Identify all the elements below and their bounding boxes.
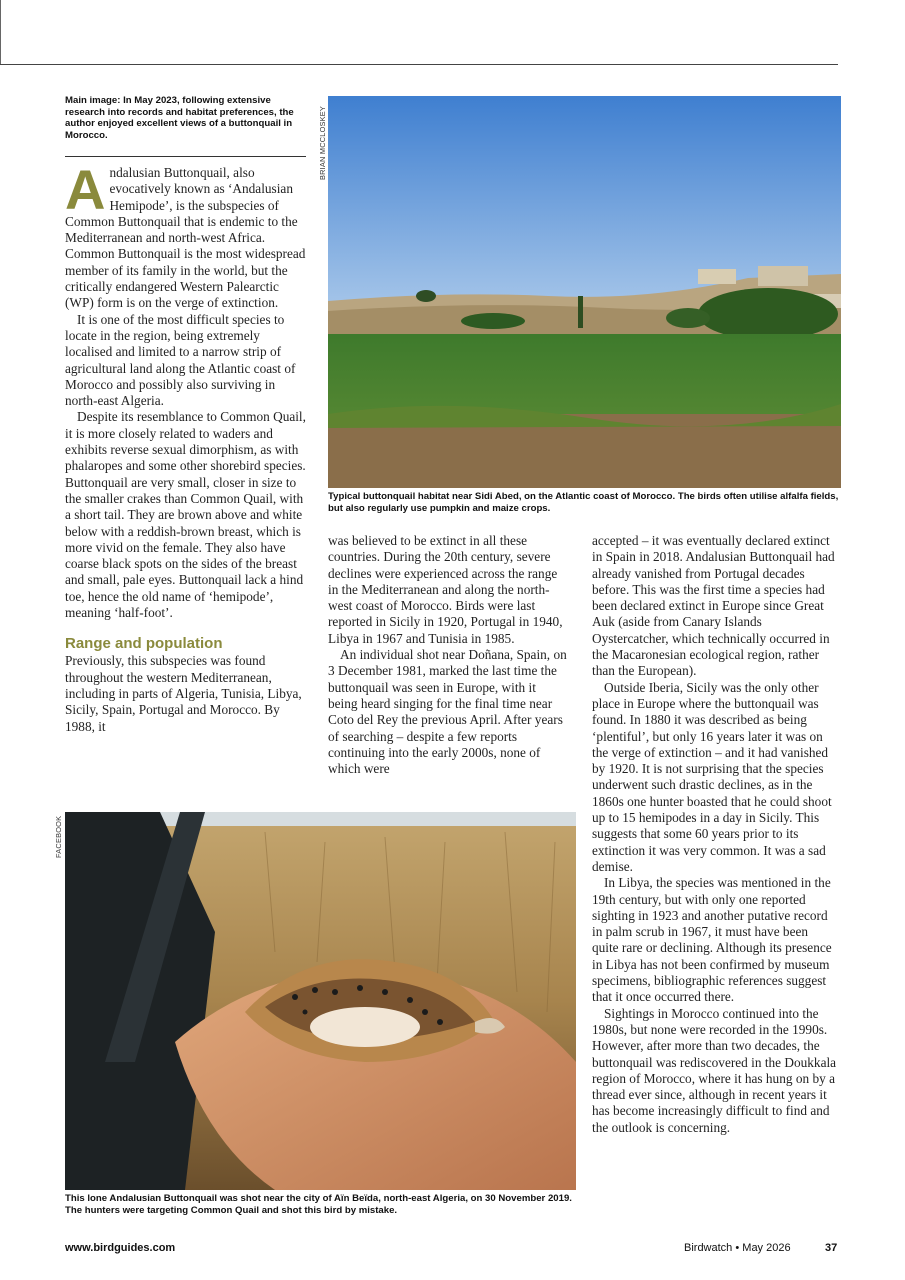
page-number: 37 bbox=[825, 1242, 838, 1254]
habitat-photo-illustration bbox=[328, 96, 841, 488]
bird-photo bbox=[65, 812, 576, 1190]
paragraph: Previously, this subspecies was found throughout the western Mediterranean, including in parts of Algeria, Tunisia, Libya, Sicily, Spain, Portugal and Morocco. By 1988, it bbox=[65, 653, 302, 734]
column-2 bbox=[328, 533, 568, 777]
habitat-caption: Typical buttonquail habitat near Sidi Abed, on the Atlantic coast of Morocco. The birds often utilise alfalfa fields, but also regularly use pumpkin and maize crops. bbox=[328, 491, 839, 514]
caption-rule bbox=[65, 156, 306, 157]
intro-text: ndalusian Buttonquail, also evocatively known as ‘Andalusian Hemipode’, is the subspecies of Common Buttonquail that is endemic to the Mediterranean and north-west Africa. Common Buttonquail is the most widespread member of its family in the world, but the critically endangered Western Palearctic (WP) form is on the verge of extinction. bbox=[65, 165, 306, 311]
footer-date: May 2026 bbox=[742, 1242, 791, 1254]
main-image-credit: BRIAN MCCLOSKEY bbox=[318, 105, 327, 180]
footer-website: www.birdguides.com bbox=[65, 1242, 176, 1254]
drop-cap: A bbox=[65, 158, 106, 221]
paragraph: Despite its resemblance to Common Quail, it is more closely related to waders and exhibits reverse sexual dimorphism, as with phalaropes and some other shorebird species. Buttonquail are very small, closer in size to the smaller crakes than Common Quail, with a short tail. They are brown above and white below with a reddish-brown breast, which is more vivid on the female. They also have coarse black spots on the sides of the breast and small, pale eyes. Buttonquail lack a hind toe, hence the old name of ‘hemipode’, meaning ‘half-foot’. bbox=[65, 409, 306, 621]
paragraph: accepted – it was eventually declared extinct in Spain in 2018. Andalusian Buttonquail had already vanished from Portugal decades before. This was the first time a species had been declared extinct in Europe since Great Auk (aside from Canary Islands Oystercatcher, which technically occurred in the Macaronesian ecological region, rather than the European). bbox=[592, 533, 835, 679]
paragraph: Outside Iberia, Sicily was the only other place in Europe where the buttonquail was found. In 1880 it was described as being ‘plentiful’, but only 16 years later it was on the verge of extinction – and it had vanished by 1920. It is not surprising that the species underwent such drastic declines, as in the 1860s one hunter boasted that he could shoot up to 15 hemipodes in a day in Sicily. This suggests that some 60 years prior to its extinction it was very common. It was a sad demise. bbox=[592, 679, 832, 874]
paragraph: An individual shot near Doñana, Spain, on 3 December 1981, marked the last time the buttonquail was seen in Europe, with it being heard singing for the final time near Coto del Rey the previous April. After years of searching – despite a few reports continuing into the early 2000s, none of which were bbox=[328, 647, 567, 777]
intro-paragraph bbox=[65, 158, 307, 312]
paragraph: In Libya, the species was mentioned in the 19th century, but with only one reported sighting in 1923 and another putative record in palm scrub in 1967, it must have been quite rare or declining. Although its presence in Libya has not been confirmed by museum specimens, bibliographic references suggest that it once occurred there. bbox=[592, 875, 832, 1005]
main-image-caption: Main image: In May 2023, following extensive research into records and habitat preferences, the author enjoyed excellent views of a buttonquail in Morocco. bbox=[65, 95, 294, 141]
column-1 bbox=[65, 158, 307, 735]
footer-issue bbox=[684, 1242, 791, 1254]
paragraph: Sightings in Morocco continued into the 1980s, but none were recorded in the 1990s. However, after more than two decades, the buttonquail was rediscovered in the Doukkala region of Morocco, where it has hung on by a thread ever since, although in recent years it has become increasingly difficult to find and the outlook is concerning. bbox=[592, 1005, 837, 1135]
column-3 bbox=[592, 533, 837, 1136]
bird-photo-caption: This lone Andalusian Buttonquail was shot near the city of Aïn Beïda, north-east Algeria, on 30 November 2019. The hunters were targeting Common Quail and shot this bird by mistake. bbox=[65, 1193, 572, 1216]
paragraph: was believed to be extinct in all these countries. During the 20th century, severe declines were experienced across the range in the Mediterranean and along the north-west coast of Morocco. Birds were last reported in Sicily in 1920, Portugal in 1940, Libya in 1967 and Tunisia in 1985. bbox=[328, 533, 563, 646]
footer-bullet: • bbox=[735, 1242, 740, 1254]
paragraph: It is one of the most difficult species to locate in the region, being extremely localised and limited to a narrow strip of agricultural land along the Atlantic coast of Morocco and possibly also surviving in north-east Algeria. bbox=[65, 311, 296, 409]
page-edge-line bbox=[0, 0, 1, 64]
header-rule bbox=[0, 64, 838, 65]
section-heading: Range and population bbox=[65, 635, 223, 653]
footer-magazine: Birdwatch bbox=[684, 1242, 733, 1254]
habitat-photo bbox=[328, 96, 841, 488]
bird-photo-credit: FACEBOOK bbox=[54, 815, 63, 858]
bird-photo-illustration bbox=[65, 812, 576, 1190]
